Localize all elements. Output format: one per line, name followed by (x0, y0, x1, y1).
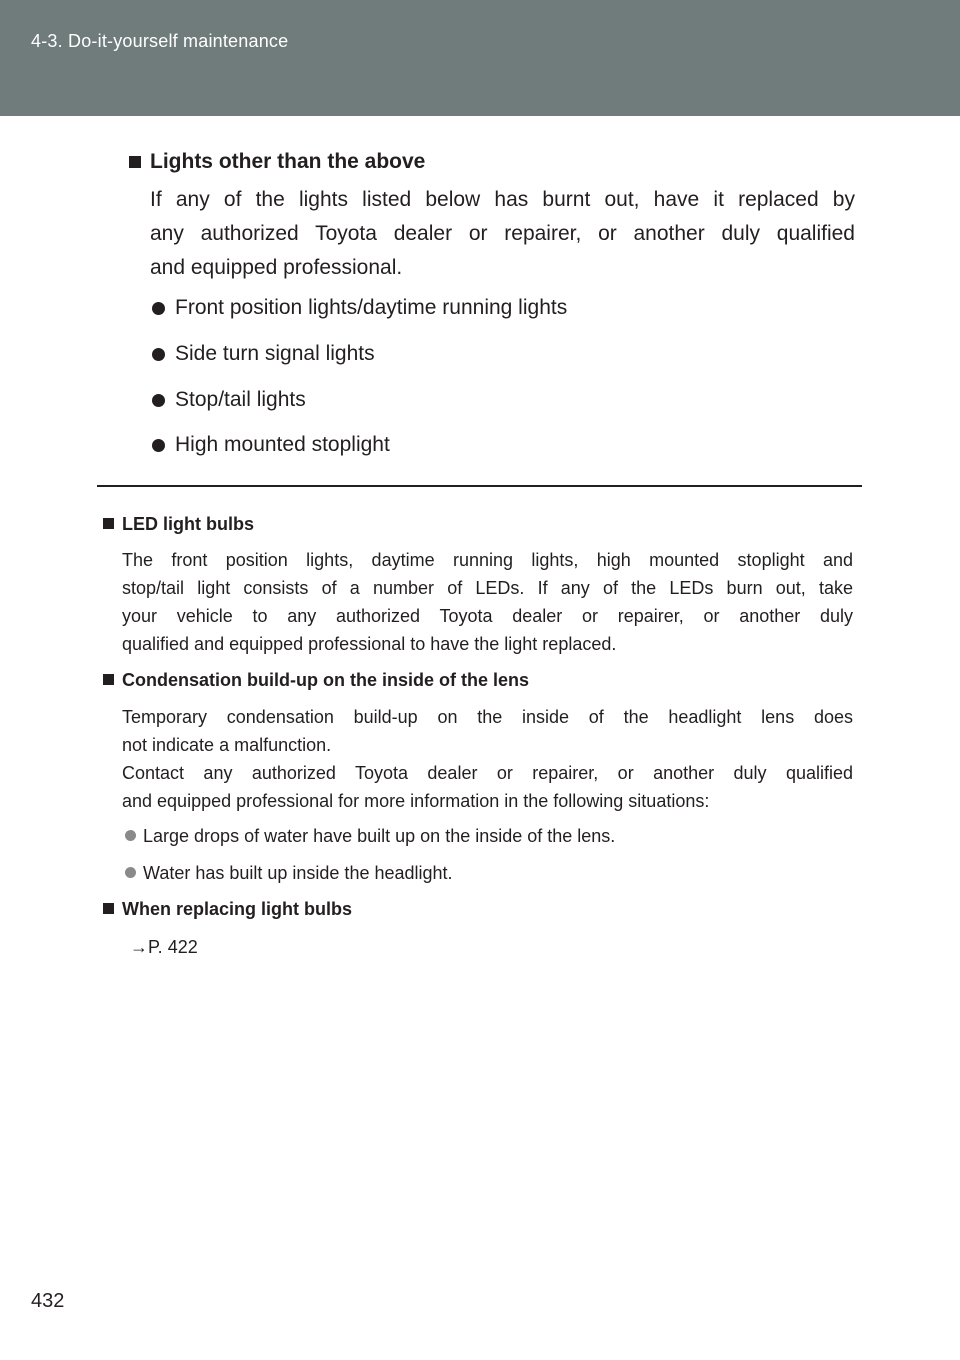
list-item: Stop/tail lights (175, 388, 306, 411)
paragraph-line: The front position lights, daytime running lights, high mounted stoplight and (122, 550, 853, 570)
list-item: Front position lights/daytime running lights (175, 296, 568, 319)
paragraph-line: and equipped professional. (150, 256, 403, 279)
heading-square-bullet (103, 518, 114, 529)
note-paragraph-condensation (122, 703, 853, 815)
page-reference-link[interactable]: →P. 422 (130, 937, 198, 957)
note-paragraph-led (122, 546, 853, 658)
paragraph-line: Contact any authorized Toyota dealer or repairer, or another duly qualified (122, 763, 853, 783)
list-item: Water has built up inside the headlight. (143, 863, 453, 883)
paragraph-line: qualified and equipped professional to have the light replaced. (122, 634, 617, 654)
note-heading-condensation: Condensation build-up on the inside of the lens (122, 670, 529, 690)
list-item: Side turn signal lights (175, 342, 375, 365)
section-paragraph (150, 183, 855, 285)
list-bullet (125, 830, 136, 841)
section-heading: Lights other than the above (150, 150, 426, 173)
list-bullet (152, 348, 165, 361)
note-heading-led: LED light bulbs (122, 514, 254, 534)
list-bullet (152, 394, 165, 407)
paragraph-line: Temporary condensation build-up on the inside of the headlight lens does (122, 707, 853, 727)
note-heading-replacing: When replacing light bulbs (122, 899, 353, 919)
divider-rule (97, 485, 862, 487)
paragraph-line: not indicate a malfunction. (122, 735, 332, 755)
paragraph-line: stop/tail light consists of a number of LEDs. If any of the LEDs burn out, take (122, 578, 853, 598)
list-bullet (152, 302, 165, 315)
paragraph-line: your vehicle to any authorized Toyota dealer or repairer, or another duly (122, 606, 853, 626)
list-item: Large drops of water have built up on the inside of the lens. (143, 826, 616, 846)
section-title: 4-3. Do-it-yourself maintenance (31, 31, 289, 51)
paragraph-line: and equipped professional for more information in the following situations: (122, 791, 710, 811)
page-number: 432 (31, 1290, 65, 1312)
list-item: High mounted stoplight (175, 433, 390, 456)
heading-square-bullet (103, 674, 114, 685)
paragraph-line: If any of the lights listed below has burnt out, have it replaced by (150, 188, 855, 211)
heading-square-bullet (103, 903, 114, 914)
page-header (0, 0, 960, 116)
list-bullet (125, 867, 136, 878)
paragraph-line: any authorized Toyota dealer or repairer, or another duly qualified (150, 222, 855, 245)
heading-square-bullet (129, 156, 141, 168)
list-bullet (152, 439, 165, 452)
